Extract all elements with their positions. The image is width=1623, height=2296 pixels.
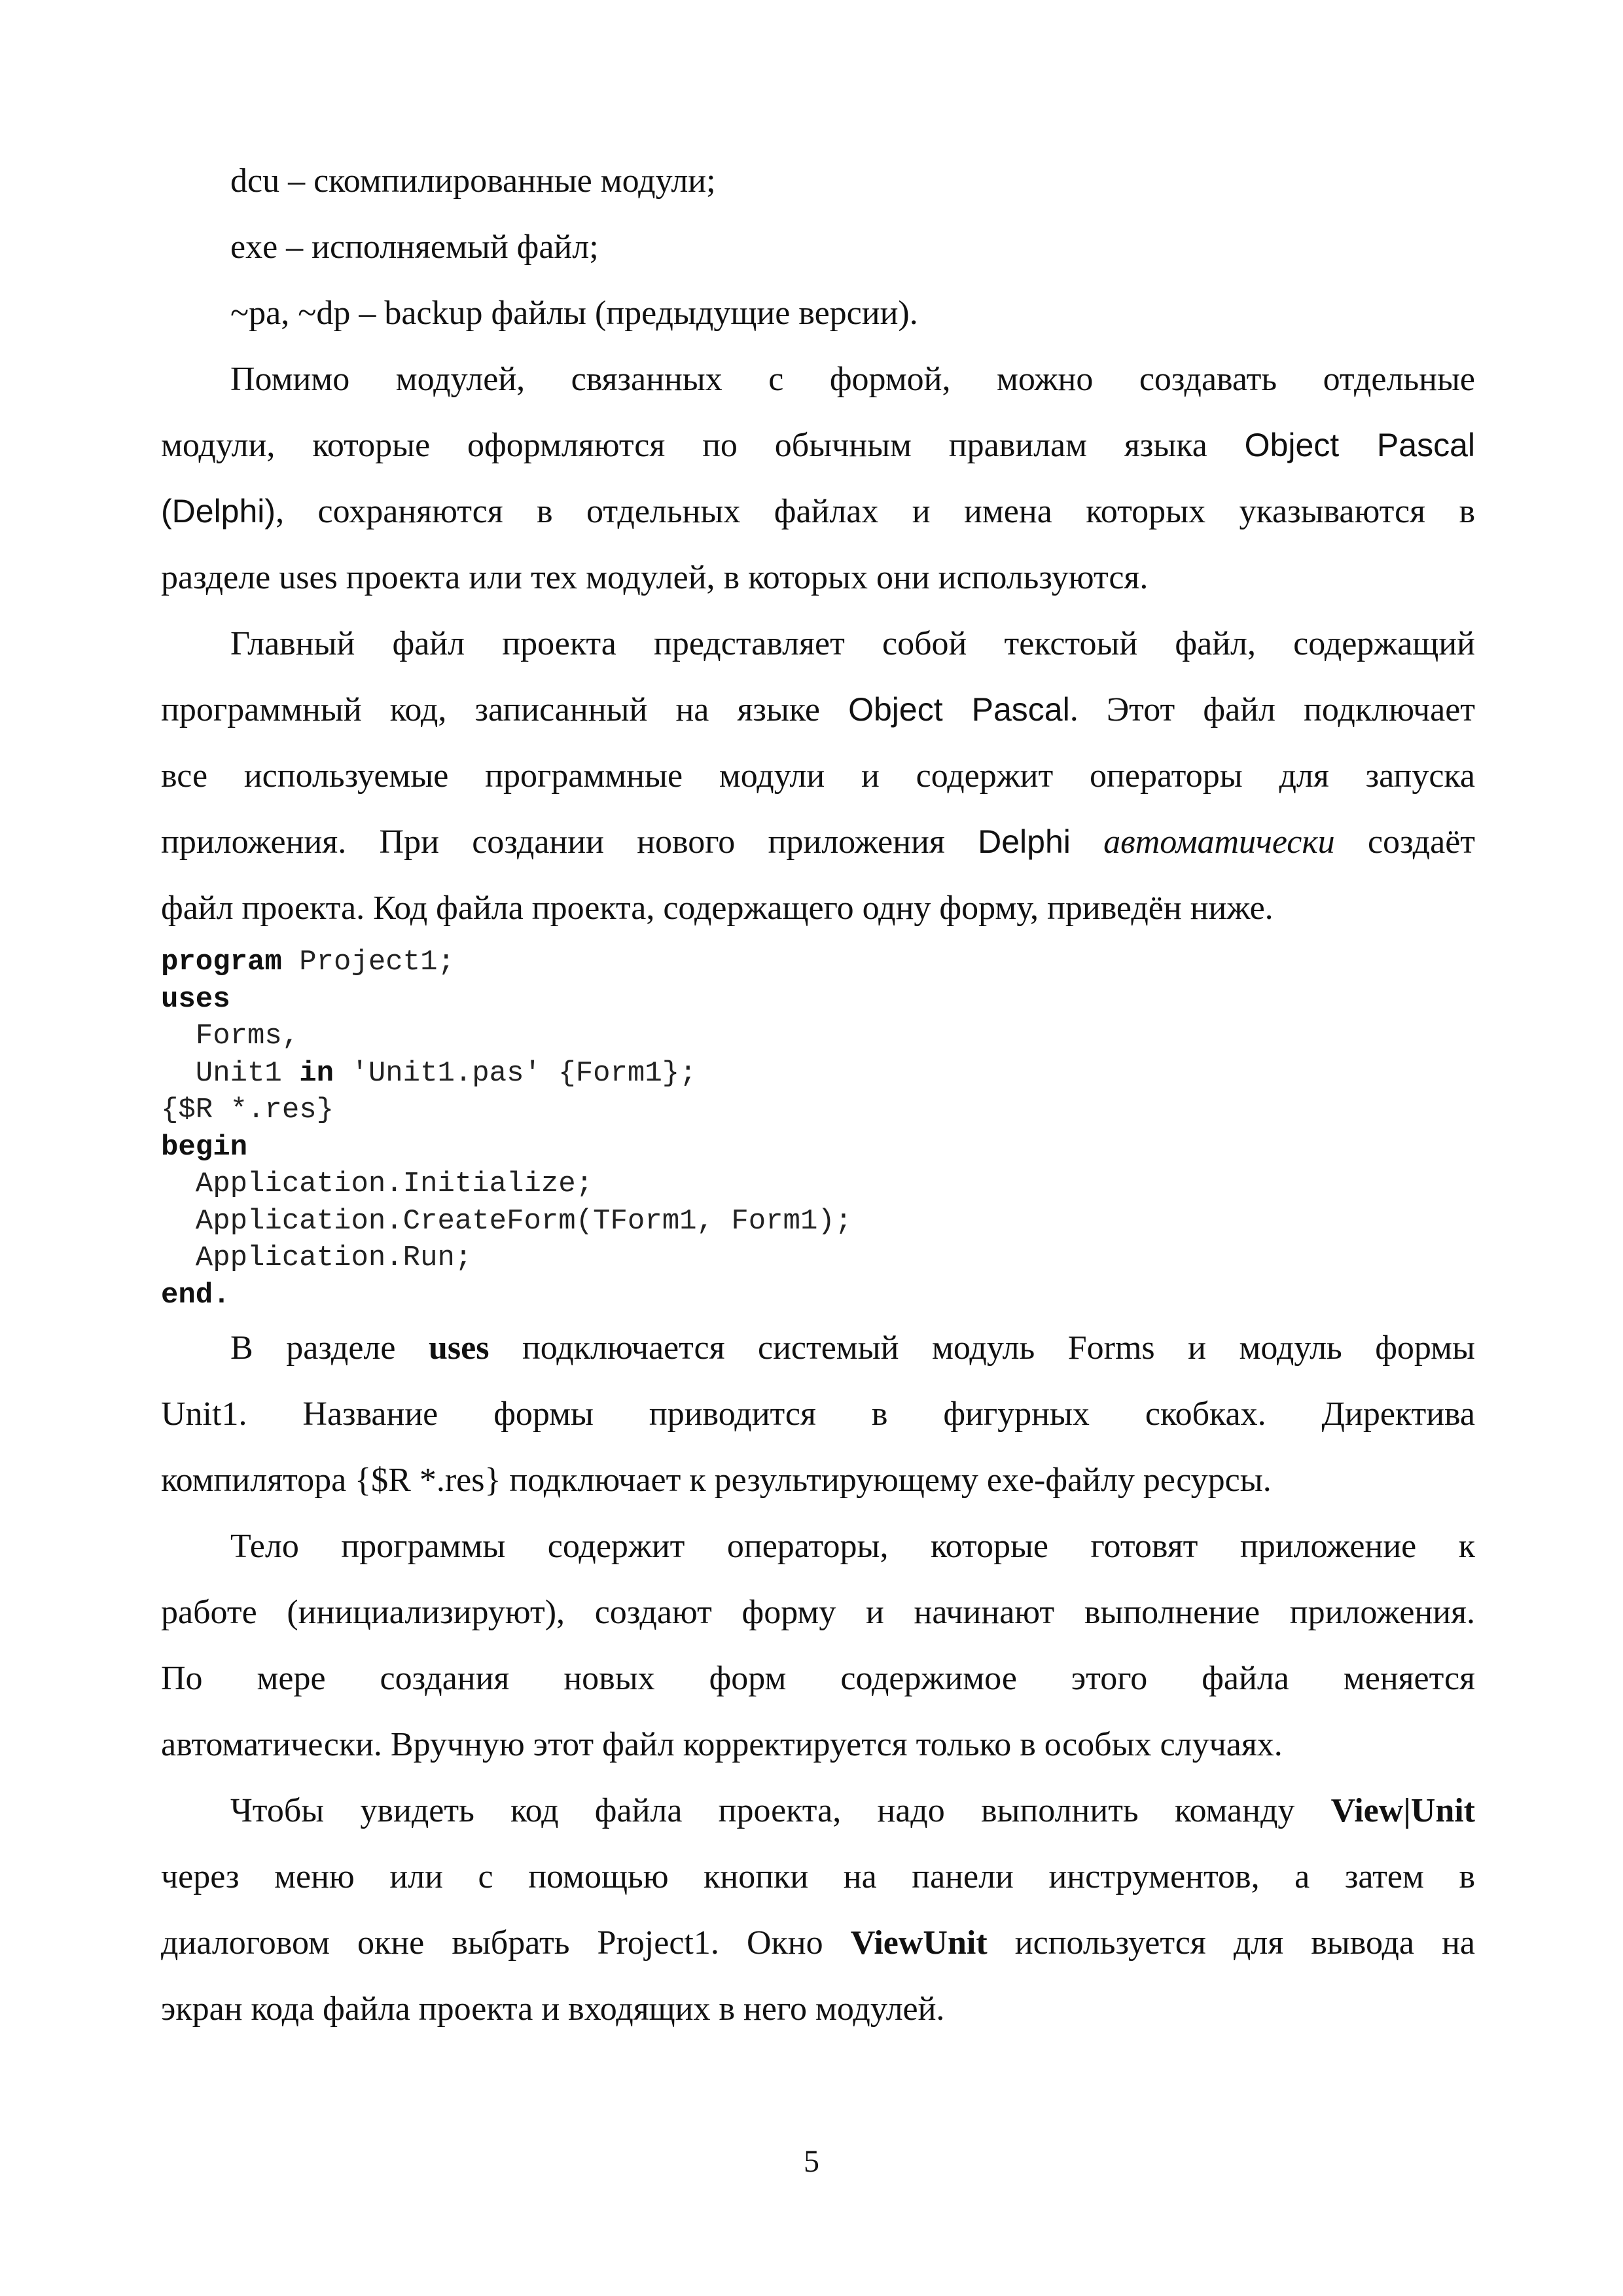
code-line-end: end. bbox=[161, 1278, 230, 1312]
paragraph-4-line-1: Тело программы содержит операторы, которые готовят приложение к bbox=[230, 1528, 1475, 1565]
paragraph-1-line-2: модули, которые оформляются по обычным правилам языка Object Pascal bbox=[161, 427, 1475, 464]
page-number: 5 bbox=[804, 2144, 819, 2179]
paragraph-2-line-4: приложения. При создании нового приложения Delphi автоматически создаёт bbox=[161, 823, 1476, 861]
paragraph-3-line-3: компилятора {$R *.res} подключает к результирующему exe-файлу ресурсы. bbox=[161, 1462, 1272, 1499]
paragraph-2-line-5: файл проекта. Код файла проекта, содержащего одну форму, приведён ниже. bbox=[161, 889, 1274, 927]
list-item-exe: exe – исполняемый файл; bbox=[230, 228, 599, 266]
code-line-forms: Forms, bbox=[161, 1020, 300, 1052]
code-line-run: Application.Run; bbox=[161, 1242, 473, 1274]
paragraph-2-line-1: Главный файл проекта представляет собой текстоый файл, содержащий bbox=[230, 625, 1475, 662]
code-line-program: program Project1; bbox=[161, 946, 455, 978]
paragraph-1-line-4: разделе uses проекта или тех модулей, в которых они используются. bbox=[161, 559, 1149, 596]
code-line-res: {$R *.res} bbox=[161, 1094, 334, 1126]
paragraph-4-line-2: работе (инициализируют), создают форму и начинают выполнение приложения. bbox=[161, 1594, 1475, 1631]
paragraph-4-line-4: автоматически. Вручную этот файл корректируется только в особых случаях. bbox=[161, 1726, 1283, 1763]
paragraph-4-line-3: По мере создания новых форм содержимое этого файла меняется bbox=[161, 1660, 1475, 1697]
paragraph-1-line-3: (Delphi), сохраняются в отдельных файлах и имена которых указываются в bbox=[161, 493, 1475, 530]
paragraph-5-line-3: диалоговом окне выбрать Project1. Окно ViewUnit используется для вывода на bbox=[161, 1924, 1475, 1962]
document-page bbox=[161, 148, 1475, 2042]
paragraph-5-line-2: через меню или с помощью кнопки на панели инструментов, а затем в bbox=[161, 1858, 1475, 1895]
code-line-unit1: Unit1 in 'Unit1.pas' {Form1}; bbox=[161, 1056, 697, 1090]
code-line-initialize: Application.Initialize; bbox=[161, 1168, 594, 1200]
code-line-createform: Application.CreateForm(TForm1, Form1); bbox=[161, 1204, 853, 1238]
code-line-uses: uses bbox=[161, 982, 230, 1016]
paragraph-2-line-2: программный код, записанный на языке Object Pascal. Этот файл подключает bbox=[161, 691, 1475, 728]
list-item-dcu: dcu – скомпилированные модули; bbox=[230, 162, 716, 200]
paragraph-5-line-1: Чтобы увидеть код файла проекта, надо выполнить команду View|Unit bbox=[230, 1792, 1475, 1829]
paragraph-5-line-4: экран кода файла проекта и входящих в него модулей. bbox=[161, 1990, 945, 2028]
paragraph-2-line-3: все используемые программные модули и содержит операторы для запуска bbox=[161, 757, 1475, 795]
paragraph-3-line-2: Unit1. Название формы приводится в фигурных скобках. Директива bbox=[161, 1395, 1475, 1433]
code-listing bbox=[161, 944, 1475, 1314]
paragraph-3-line-1: В разделе uses подключается системый модуль Forms и модуль формы bbox=[230, 1329, 1475, 1367]
list-item-backup: ~pa, ~dp – backup файлы (предыдущие версии). bbox=[230, 295, 918, 332]
code-line-begin: begin bbox=[161, 1130, 248, 1164]
paragraph-1-line-1: Помимо модулей, связанных с формой, можно создавать отдельные bbox=[230, 361, 1475, 398]
